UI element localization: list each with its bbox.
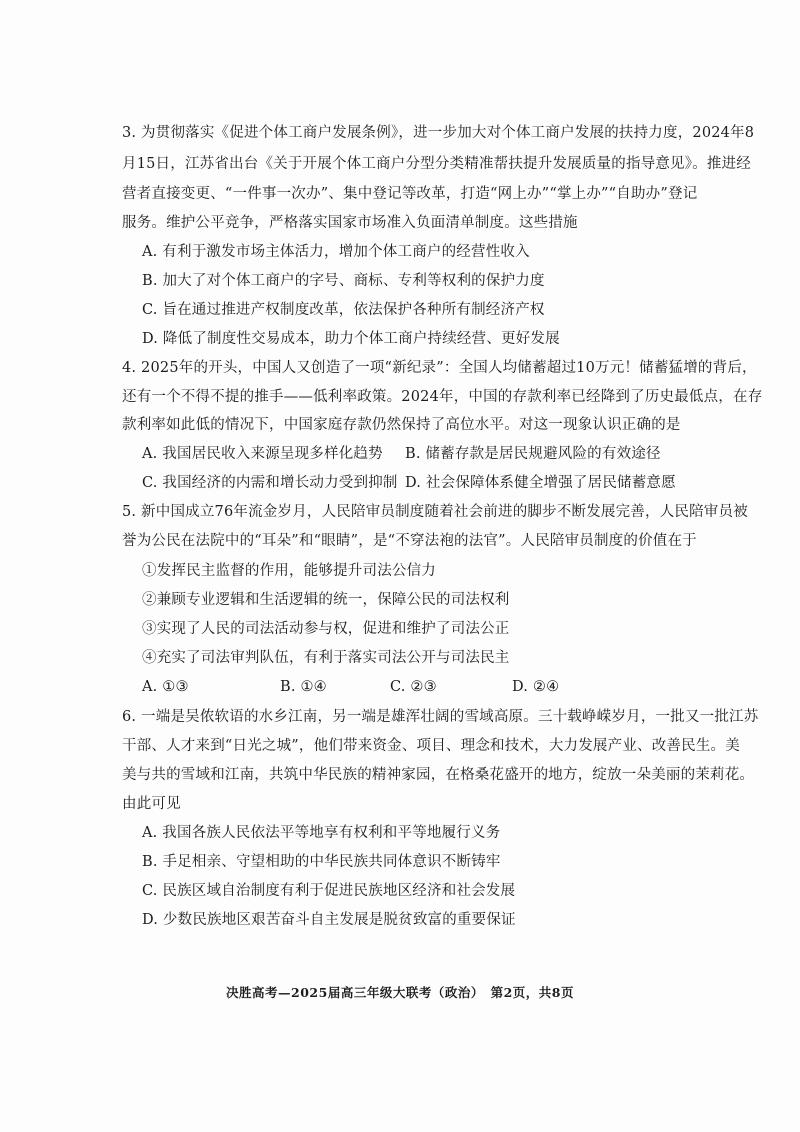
question-3-stem-line: 营者直接变更、“一件事一次办”、集中登记等改革，打造“网上办”“掌上办”“自助办”登记 [122,186,698,202]
question-6-option-d[interactable]: D. 少数民族地区艰苦奋斗自主发展是脱贫致富的重要保证 [142,912,516,928]
question-5-statement-4: ④充实了司法审判队伍，有利于落实司法公开与司法民主 [142,650,510,666]
page-footer: 决胜高考—2025届高三年级大联考（政治） 第2页，共8页 [226,985,574,1000]
question-5-option-d[interactable]: D. ②④ [512,679,560,695]
question-4-option-a[interactable]: A. 我国居民收入来源呈现多样化趋势 [142,446,383,462]
question-6-option-a[interactable]: A. 我国各族人民依法平等地享有权利和平等地履行义务 [142,825,501,841]
question-6-stem-line: 干部、人才来到“日光之城”，他们带来资金、项目、理念和技术，大力发展产业、改善民生。美 [122,738,740,754]
question-3-stem-line: 月15日，江苏省出台《关于开展个体工商户分型分类精准帮扶提升发展质量的指导意见》。推进经 [122,156,751,172]
question-5-statement-3: ③实现了人民的司法活动参与权，促进和维护了司法公正 [142,621,510,637]
question-3-option-b[interactable]: B. 加大了对个体工商户的字号、商标、专利等权利的保护力度 [142,273,545,289]
question-4-option-b[interactable]: B. 储蓄存款是居民规避风险的有效途径 [405,446,661,462]
question-5-option-a[interactable]: A. ①③ [142,679,189,695]
question-6-option-c[interactable]: C. 民族区域自治制度有利于促进民族地区经济和社会发展 [142,883,516,899]
question-6-option-b[interactable]: B. 手足相亲、守望相助的中华民族共同体意识不断铸牢 [142,854,501,870]
question-5-statement-2: ②兼顾专业逻辑和生活逻辑的统一，保障公民的司法权利 [142,592,510,608]
question-6-stem-line: 美与共的雪域和江南，共筑中华民族的精神家园，在格桑花盛开的地方，绽放一朵美丽的茉莉花。 [122,767,755,783]
question-3-stem-line: 服务。维护公平竞争，严格落实国家市场准入负面清单制度。这些措施 [122,215,578,231]
question-5-option-b[interactable]: B. ①④ [280,679,327,695]
question-3-option-d[interactable]: D. 降低了制度性交易成本，助力个体工商户持续经营、更好发展 [142,331,560,347]
question-4-stem-line: 款利率如此低的情况下，中国家庭存款仍然保持了高位水平。对这一现象认识正确的是 [122,417,681,433]
question-4-stem-line: 4. 2025年的开头，中国人又创造了一项“新纪录”：全国人均储蓄超过10万元！储蓄猛增的背后， [122,360,757,376]
question-3-stem-line: 3. 为贯彻落实《促进个体工商户发展条例》，进一步加大对个体工商户发展的扶持力度，2024年8 [122,125,755,141]
question-4-option-c[interactable]: C. 我国经济的内需和增长动力受到抑制 [142,475,398,491]
question-3-option-a[interactable]: A. 有利于激发市场主体活力，增加个体工商户的经营性收入 [142,244,530,260]
question-3-option-c[interactable]: C. 旨在通过推进产权制度改革，依法保护各种所有制经济产权 [142,302,545,318]
question-6-stem-line: 6. 一端是吴侬软语的水乡江南，另一端是雄浑壮阔的雪域高原。三十载峥嵘岁月，一批又一批江苏 [122,709,759,725]
question-6-stem-line: 由此可见 [122,796,181,812]
question-5-stem-line: 5. 新中国成立76年流金岁月，人民陪审员制度随着社会前进的脚步不断发展完善，人民陪审员被 [122,504,748,520]
question-5-statement-1: ①发挥民主监督的作用，能够提升司法公信力 [142,563,436,579]
question-4-stem-line: 还有一个不得不提的推手——低利率政策。2024年，中国的存款利率已经降到了历史最低点，在存 [122,389,763,405]
question-4-option-d[interactable]: D. 社会保障体系健全增强了居民储蓄意愿 [405,475,676,491]
question-5-stem-line: 誉为公民在法院中的“耳朵”和“眼睛”，是“不穿法袍的法官”。人民陪审员制度的价值在于 [122,533,697,549]
question-5-option-c[interactable]: C. ②③ [390,679,437,695]
